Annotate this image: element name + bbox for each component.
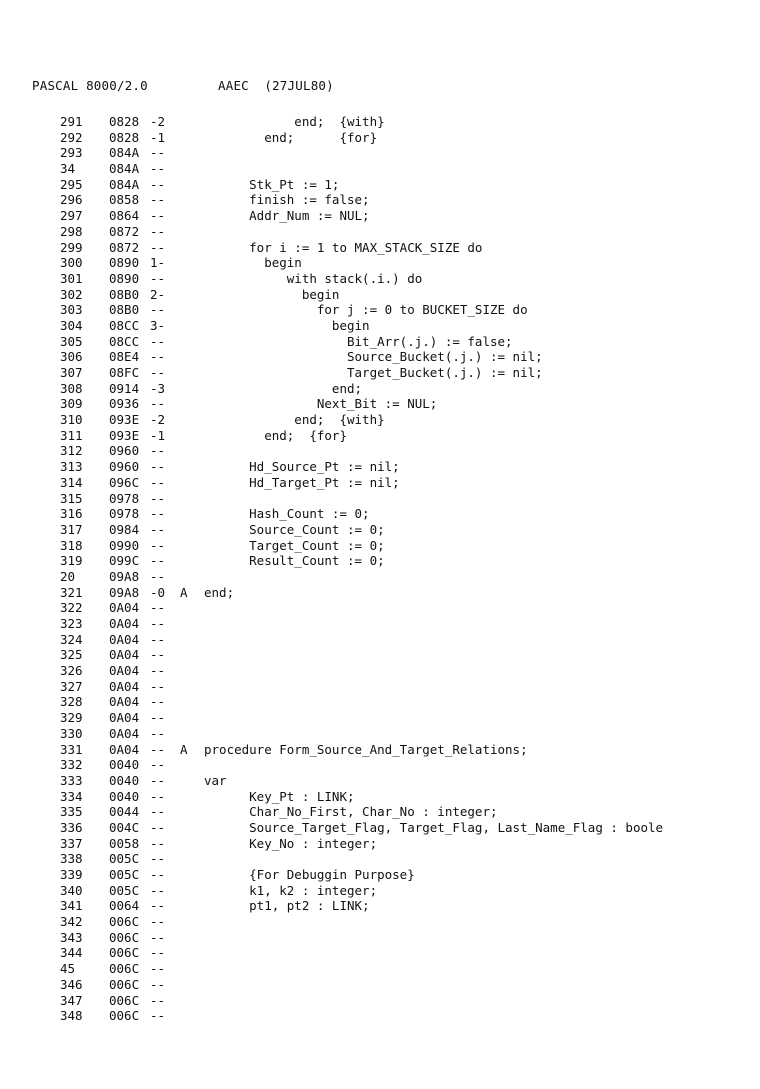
listing-line <box>0 177 760 193</box>
line-number: 331 <box>60 741 83 757</box>
listing-line <box>0 945 760 961</box>
line-address: 08B0 <box>109 286 140 302</box>
line-address: 004C <box>109 819 140 835</box>
line-address: 0828 <box>109 129 140 145</box>
source-code: {For Debuggin Purpose} <box>204 867 415 882</box>
line-number: 309 <box>60 396 83 412</box>
listing-line <box>0 522 760 538</box>
listing-line <box>0 663 760 679</box>
source-code: begin <box>204 317 370 333</box>
nesting-level: -- <box>150 223 166 239</box>
nesting-level: -- <box>150 302 166 318</box>
line-address: 09A8 <box>109 568 140 584</box>
line-address: 0A04 <box>109 631 140 647</box>
line-address: 0990 <box>109 537 140 553</box>
listing-line <box>0 914 760 930</box>
line-number: 329 <box>60 710 83 726</box>
line-address: 0064 <box>109 898 140 914</box>
line-address: 006C <box>109 992 140 1008</box>
line-address: 0A04 <box>109 725 140 741</box>
source-code: Stk_Pt := 1; <box>204 176 340 192</box>
nesting-level: -- <box>150 443 166 459</box>
line-address: 0890 <box>109 270 140 286</box>
source-code: for i := 1 to MAX_STACK_SIZE do <box>204 239 483 255</box>
source-code: end; {with} <box>204 412 385 428</box>
nesting-level: -0 <box>150 584 166 600</box>
listing-line <box>0 130 760 146</box>
nesting-level: -- <box>150 678 166 694</box>
source-code: for j := 0 to BUCKET_SIZE do <box>204 302 528 318</box>
listing-line <box>0 616 760 632</box>
line-number: 330 <box>60 725 83 741</box>
line-number: 45 <box>60 961 76 977</box>
nesting-level: -- <box>150 772 166 788</box>
source-code: Char_No_First, Char_No : integer; <box>204 804 498 820</box>
listing-header <box>32 78 334 93</box>
source-code: Result_Count := 0; <box>204 553 385 569</box>
nesting-level: -- <box>150 976 166 992</box>
line-number: 310 <box>60 412 83 428</box>
nesting-level: -- <box>150 788 166 804</box>
listing-line <box>0 365 760 381</box>
source-code: Source_Count := 0; <box>204 521 385 537</box>
listing-line <box>0 553 760 569</box>
nesting-level: -- <box>150 270 166 286</box>
line-number: 334 <box>60 788 83 804</box>
listing-line <box>0 491 760 507</box>
line-address: 084A <box>109 145 140 161</box>
listing-line <box>0 318 760 334</box>
nesting-level: -- <box>150 333 166 349</box>
line-number: 303 <box>60 302 83 318</box>
source-code: with stack(.i.) do <box>204 270 423 286</box>
listing-line <box>0 145 760 161</box>
listing-line <box>0 475 760 491</box>
line-number: 337 <box>60 835 83 851</box>
listing-line <box>0 993 760 1009</box>
listing-line <box>0 240 760 256</box>
source-code: Target_Bucket(.j.) := nil; <box>204 365 543 380</box>
compiler-info: AAEC (27JUL80) <box>218 78 334 93</box>
source-code: Next_Bit := NUL; <box>204 396 438 412</box>
nesting-level: -- <box>150 851 166 867</box>
line-number: 314 <box>60 474 83 490</box>
listing-line <box>0 114 760 130</box>
line-address: 005C <box>109 867 140 882</box>
line-number: 323 <box>60 616 83 631</box>
line-address: 08FC <box>109 365 140 380</box>
line-number: 298 <box>60 223 83 239</box>
line-number: 307 <box>60 365 83 380</box>
nesting-level: -2 <box>150 114 166 129</box>
listing-line <box>0 694 760 710</box>
nesting-level: -- <box>150 490 166 506</box>
line-number: 300 <box>60 255 83 271</box>
line-address: 08E4 <box>109 349 140 365</box>
listing-line <box>0 726 760 742</box>
line-number: 34 <box>60 161 76 177</box>
source-code: k1, k2 : integer; <box>204 882 378 898</box>
line-number: 325 <box>60 647 83 663</box>
source-code: finish := false; <box>204 192 370 208</box>
source-code: end; <box>204 584 235 600</box>
line-address: 099C <box>109 553 140 569</box>
line-number: 339 <box>60 867 83 882</box>
listing-line <box>0 632 760 648</box>
listing-line <box>0 349 760 365</box>
listing-line <box>0 585 760 601</box>
listing-line <box>0 192 760 208</box>
line-address: 0A04 <box>109 663 140 679</box>
nesting-level: -2 <box>150 412 166 428</box>
listing-line <box>0 789 760 805</box>
line-number: 291 <box>60 114 83 129</box>
line-number: 296 <box>60 192 83 208</box>
line-address: 0A04 <box>109 741 140 757</box>
nesting-level: -- <box>150 459 166 475</box>
listing-line <box>0 381 760 397</box>
line-number: 333 <box>60 772 83 788</box>
line-address: 0960 <box>109 443 140 459</box>
nesting-level: -- <box>150 568 166 584</box>
listing-line <box>0 287 760 303</box>
source-listing <box>0 114 760 1024</box>
line-number: 328 <box>60 694 83 710</box>
nesting-level: -- <box>150 647 166 663</box>
source-code: Bit_Arr(.j.) := false; <box>204 333 513 349</box>
line-number: 293 <box>60 145 83 161</box>
line-address: 0872 <box>109 239 140 255</box>
nesting-level: -3 <box>150 380 166 396</box>
line-number: 347 <box>60 992 83 1008</box>
nesting-level: -- <box>150 867 166 882</box>
listing-line <box>0 883 760 899</box>
line-number: 312 <box>60 443 83 459</box>
nesting-level: -- <box>150 710 166 726</box>
line-address: 005C <box>109 851 140 867</box>
line-number: 308 <box>60 380 83 396</box>
nesting-level: -- <box>150 835 166 851</box>
source-code: Hd_Target_Pt := nil; <box>204 474 400 490</box>
line-number: 292 <box>60 129 83 145</box>
line-number: 340 <box>60 882 83 898</box>
nesting-level: -- <box>150 882 166 898</box>
line-number: 338 <box>60 851 83 867</box>
listing-line <box>0 412 760 428</box>
nesting-level: 2- <box>150 286 166 302</box>
listing-line <box>0 820 760 836</box>
nesting-level: -- <box>150 537 166 553</box>
listing-line <box>0 647 760 663</box>
line-number: 299 <box>60 239 83 255</box>
line-address: 096C <box>109 474 140 490</box>
line-number: 346 <box>60 976 83 992</box>
line-address: 093E <box>109 427 140 443</box>
line-address: 08CC <box>109 317 140 333</box>
listing-line <box>0 679 760 695</box>
source-code: Source_Bucket(.j.) := nil; <box>204 349 543 365</box>
line-number: 311 <box>60 427 83 443</box>
line-number: 341 <box>60 898 83 914</box>
listing-line <box>0 302 760 318</box>
nesting-level: -- <box>150 961 166 977</box>
source-code: var <box>204 772 227 788</box>
nesting-level: -- <box>150 521 166 537</box>
line-number: 344 <box>60 945 83 961</box>
line-number: 326 <box>60 663 83 679</box>
line-address: 0040 <box>109 757 140 773</box>
line-address: 084A <box>109 176 140 192</box>
line-address: 0A04 <box>109 647 140 663</box>
listing-line <box>0 867 760 883</box>
nesting-level: -- <box>150 600 166 616</box>
line-address: 006C <box>109 929 140 945</box>
line-number: 348 <box>60 1008 83 1024</box>
line-address: 0978 <box>109 490 140 506</box>
nesting-level: -- <box>150 804 166 820</box>
nesting-level: -- <box>150 694 166 710</box>
line-number: 315 <box>60 490 83 506</box>
line-address: 08CC <box>109 333 140 349</box>
line-number: 322 <box>60 600 83 616</box>
listing-line <box>0 255 760 271</box>
line-address: 0A04 <box>109 600 140 616</box>
listing-line <box>0 208 760 224</box>
source-code: begin <box>204 286 340 302</box>
nesting-level: -- <box>150 631 166 647</box>
line-address: 0A04 <box>109 678 140 694</box>
line-address: 0984 <box>109 521 140 537</box>
nesting-level: -- <box>150 396 166 412</box>
line-address: 0914 <box>109 380 140 396</box>
nesting-level: 3- <box>150 317 166 333</box>
source-code: end; {for} <box>204 427 347 443</box>
line-number: 335 <box>60 804 83 820</box>
line-address: 0936 <box>109 396 140 412</box>
compiler-name: PASCAL 8000/2.0 <box>32 78 148 93</box>
listing-line <box>0 271 760 287</box>
listing-line <box>0 161 760 177</box>
line-address: 0872 <box>109 223 140 239</box>
listing-line <box>0 443 760 459</box>
line-address: 006C <box>109 976 140 992</box>
line-address: 0828 <box>109 114 140 129</box>
source-code: Hash_Count := 0; <box>204 506 370 522</box>
nesting-level: -- <box>150 898 166 914</box>
listing-line <box>0 1008 760 1024</box>
line-number: 324 <box>60 631 83 647</box>
nesting-level: -- <box>150 992 166 1008</box>
source-code: end; <box>204 380 363 396</box>
line-number: 295 <box>60 176 83 192</box>
nesting-level: -- <box>150 1008 166 1024</box>
line-address: 006C <box>109 961 140 977</box>
line-number: 343 <box>60 929 83 945</box>
line-flag: A <box>180 741 188 757</box>
source-code: Source_Target_Flag, Target_Flag, Last_Name_Flag : boole <box>204 819 664 835</box>
nesting-level: -- <box>150 914 166 930</box>
nesting-level: -- <box>150 553 166 569</box>
source-code: pt1, pt2 : LINK; <box>204 898 370 914</box>
line-number: 327 <box>60 678 83 694</box>
listing-line <box>0 851 760 867</box>
source-code: Hd_Source_Pt := nil; <box>204 459 400 475</box>
nesting-level: -- <box>150 145 166 161</box>
listing-line <box>0 334 760 350</box>
listing-line <box>0 930 760 946</box>
listing-line <box>0 977 760 993</box>
nesting-level: 1- <box>150 255 166 271</box>
listing-line <box>0 396 760 412</box>
line-number: 306 <box>60 349 83 365</box>
line-address: 006C <box>109 1008 140 1024</box>
nesting-level: -- <box>150 365 166 380</box>
source-code: Key_Pt : LINK; <box>204 788 355 804</box>
line-address: 0040 <box>109 772 140 788</box>
line-address: 093E <box>109 412 140 428</box>
listing-line <box>0 600 760 616</box>
line-address: 0A04 <box>109 616 140 631</box>
nesting-level: -- <box>150 663 166 679</box>
source-code: procedure Form_Source_And_Target_Relations; <box>204 741 528 757</box>
line-number: 301 <box>60 270 83 286</box>
listing-line <box>0 538 760 554</box>
listing-line <box>0 773 760 789</box>
nesting-level: -- <box>150 349 166 365</box>
source-code: end; {for} <box>204 129 378 145</box>
line-address: 0A04 <box>109 694 140 710</box>
line-address: 005C <box>109 882 140 898</box>
nesting-level: -1 <box>150 427 166 443</box>
line-number: 304 <box>60 317 83 333</box>
nesting-level: -- <box>150 176 166 192</box>
listing-line <box>0 836 760 852</box>
listing-line <box>0 898 760 914</box>
source-code: Addr_Num := NUL; <box>204 208 370 224</box>
line-number: 319 <box>60 553 83 569</box>
line-number: 342 <box>60 914 83 930</box>
nesting-level: -- <box>150 757 166 773</box>
line-number: 313 <box>60 459 83 475</box>
line-address: 006C <box>109 945 140 961</box>
line-address: 0864 <box>109 208 140 224</box>
line-number: 321 <box>60 584 83 600</box>
line-number: 318 <box>60 537 83 553</box>
line-number: 332 <box>60 757 83 773</box>
line-address: 006C <box>109 914 140 930</box>
listing-line <box>0 224 760 240</box>
line-number: 20 <box>60 568 76 584</box>
listing-line <box>0 742 760 758</box>
nesting-level: -- <box>150 725 166 741</box>
nesting-level: -- <box>150 929 166 945</box>
line-number: 336 <box>60 819 83 835</box>
listing-line <box>0 961 760 977</box>
nesting-level: -- <box>150 945 166 961</box>
listing-line <box>0 804 760 820</box>
line-address: 0A04 <box>109 710 140 726</box>
nesting-level: -- <box>150 239 166 255</box>
line-flag: A <box>180 584 188 600</box>
line-address: 0858 <box>109 192 140 208</box>
line-address: 0960 <box>109 459 140 475</box>
nesting-level: -1 <box>150 129 166 145</box>
line-number: 317 <box>60 521 83 537</box>
source-code: begin <box>204 255 302 271</box>
listing-line <box>0 569 760 585</box>
line-address: 09A8 <box>109 584 140 600</box>
listing-line <box>0 428 760 444</box>
line-address: 0058 <box>109 835 140 851</box>
nesting-level: -- <box>150 161 166 177</box>
nesting-level: -- <box>150 506 166 522</box>
nesting-level: -- <box>150 474 166 490</box>
source-code: Target_Count := 0; <box>204 537 385 553</box>
line-address: 0040 <box>109 788 140 804</box>
nesting-level: -- <box>150 208 166 224</box>
nesting-level: -- <box>150 819 166 835</box>
listing-line <box>0 506 760 522</box>
line-address: 0044 <box>109 804 140 820</box>
nesting-level: -- <box>150 192 166 208</box>
listing-line <box>0 459 760 475</box>
line-number: 302 <box>60 286 83 302</box>
source-code: end; {with} <box>204 114 385 129</box>
line-address: 0978 <box>109 506 140 522</box>
listing-line <box>0 757 760 773</box>
line-address: 084A <box>109 161 140 177</box>
line-number: 305 <box>60 333 83 349</box>
nesting-level: -- <box>150 741 166 757</box>
source-code: Key_No : integer; <box>204 835 378 851</box>
line-address: 0890 <box>109 255 140 271</box>
line-address: 08B0 <box>109 302 140 318</box>
listing-line <box>0 710 760 726</box>
nesting-level: -- <box>150 616 166 631</box>
line-number: 297 <box>60 208 83 224</box>
line-number: 316 <box>60 506 83 522</box>
